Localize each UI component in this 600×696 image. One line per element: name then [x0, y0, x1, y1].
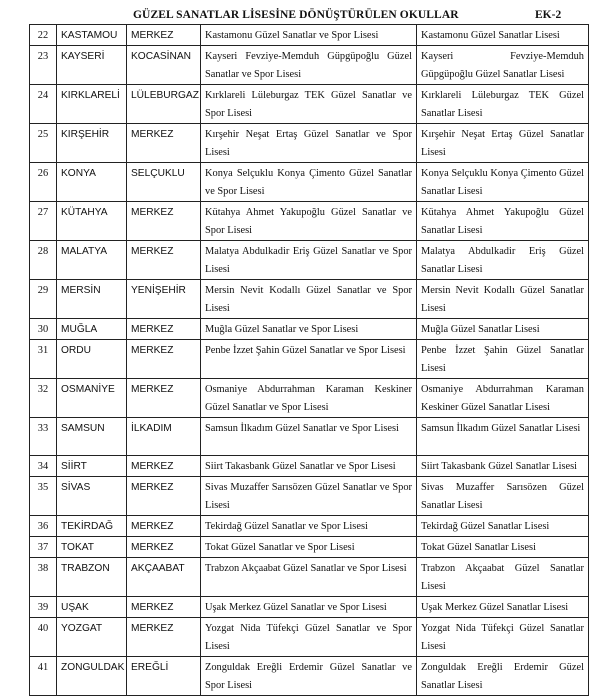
row-number: 29: [30, 280, 57, 319]
new-school-name: Osmaniye Abdurrahman Karaman Keskiner Güzel Sanatlar Lisesi: [417, 379, 589, 418]
district-cell: MERKEZ: [127, 25, 201, 46]
old-school-name: Penbe İzzet Şahin Güzel Sanatlar ve Spor Lisesi: [201, 340, 417, 379]
row-number: 28: [30, 241, 57, 280]
new-school-name: Zonguldak Ereğli Erdemir Güzel Sanatlar Lisesi: [417, 657, 589, 696]
new-school-name: Kırşehir Neşat Ertaş Güzel Sanatlar Lisesi: [417, 124, 589, 163]
table-row: [30, 516, 589, 537]
province-cell: SİİRT: [57, 456, 127, 477]
province-cell: ORDU: [57, 340, 127, 379]
province-cell: TRABZON: [57, 558, 127, 597]
province-cell: UŞAK: [57, 597, 127, 618]
row-number: 26: [30, 163, 57, 202]
district-cell: MERKEZ: [127, 456, 201, 477]
row-number: 41: [30, 657, 57, 696]
table-row: [30, 537, 589, 558]
table-row: [30, 418, 589, 456]
row-number: 23: [30, 46, 57, 85]
new-school-name: Kütahya Ahmet Yakupoğlu Güzel Sanatlar Lisesi: [417, 202, 589, 241]
district-cell: YENİŞEHİR: [127, 280, 201, 319]
old-school-name: Zonguldak Ereğli Erdemir Güzel Sanatlar ve Spor Lisesi: [201, 657, 417, 696]
table-row: [30, 202, 589, 241]
new-school-name: Mersin Nevit Kodallı Güzel Sanatlar Lisesi: [417, 280, 589, 319]
table-row: [30, 241, 589, 280]
table-row: [30, 319, 589, 340]
old-school-name: Kırklareli Lüleburgaz TEK Güzel Sanatlar ve Spor Lisesi: [201, 85, 417, 124]
province-cell: MALATYA: [57, 241, 127, 280]
schools-table-body: [30, 25, 589, 696]
district-cell: MERKEZ: [127, 319, 201, 340]
new-school-name: Muğla Güzel Sanatlar Lisesi: [417, 319, 589, 340]
old-school-name: Siirt Takasbank Güzel Sanatlar ve Spor Lisesi: [201, 456, 417, 477]
province-cell: YOZGAT: [57, 618, 127, 657]
province-cell: TEKİRDAĞ: [57, 516, 127, 537]
old-school-name: Tokat Güzel Sanatlar ve Spor Lisesi: [201, 537, 417, 558]
province-cell: KAYSERİ: [57, 46, 127, 85]
district-cell: İLKADIM: [127, 418, 201, 456]
district-cell: AKÇAABAT: [127, 558, 201, 597]
new-school-name: Penbe İzzet Şahin Güzel Sanatlar Lisesi: [417, 340, 589, 379]
old-school-name: Kırşehir Neşat Ertaş Güzel Sanatlar ve Spor Lisesi: [201, 124, 417, 163]
district-cell: LÜLEBURGAZ: [127, 85, 201, 124]
district-cell: MERKEZ: [127, 537, 201, 558]
province-cell: KIRŞEHİR: [57, 124, 127, 163]
new-school-name: Kastamonu Güzel Sanatlar Lisesi: [417, 25, 589, 46]
district-cell: KOCASİNAN: [127, 46, 201, 85]
new-school-name: Samsun İlkadım Güzel Sanatlar Lisesi: [417, 418, 589, 456]
province-cell: KÜTAHYA: [57, 202, 127, 241]
new-school-name: Trabzon Akçaabat Güzel Sanatlar Lisesi: [417, 558, 589, 597]
new-school-name: Siirt Takasbank Güzel Sanatlar Lisesi: [417, 456, 589, 477]
old-school-name: Kastamonu Güzel Sanatlar ve Spor Lisesi: [201, 25, 417, 46]
table-row: [30, 124, 589, 163]
row-number: 39: [30, 597, 57, 618]
row-number: 30: [30, 319, 57, 340]
row-number: 24: [30, 85, 57, 124]
district-cell: MERKEZ: [127, 477, 201, 516]
old-school-name: Yozgat Nida Tüfekçi Güzel Sanatlar ve Spor Lisesi: [201, 618, 417, 657]
old-school-name: Malatya Abdulkadir Eriş Güzel Sanatlar ve Spor Lisesi: [201, 241, 417, 280]
row-number: 35: [30, 477, 57, 516]
province-cell: MERSİN: [57, 280, 127, 319]
new-school-name: Malatya Abdulkadir Eriş Güzel Sanatlar Lisesi: [417, 241, 589, 280]
province-cell: KONYA: [57, 163, 127, 202]
table-row: [30, 618, 589, 657]
district-cell: MERKEZ: [127, 241, 201, 280]
row-number: 37: [30, 537, 57, 558]
row-number: 31: [30, 340, 57, 379]
province-cell: TOKAT: [57, 537, 127, 558]
old-school-name: Sivas Muzaffer Sarısözen Güzel Sanatlar ve Spor Lisesi: [201, 477, 417, 516]
document-title: GÜZEL SANATLAR LİSESİNE DÖNÜŞTÜRÜLEN OKULLAR: [133, 9, 459, 21]
old-school-name: Kütahya Ahmet Yakupoğlu Güzel Sanatlar ve Spor Lisesi: [201, 202, 417, 241]
schools-table: [29, 24, 589, 696]
district-cell: MERKEZ: [127, 202, 201, 241]
row-number: 33: [30, 418, 57, 456]
old-school-name: Samsun İlkadım Güzel Sanatlar ve Spor Lisesi: [201, 418, 417, 456]
table-row: [30, 280, 589, 319]
row-number: 25: [30, 124, 57, 163]
province-cell: SAMSUN: [57, 418, 127, 456]
row-number: 34: [30, 456, 57, 477]
row-number: 40: [30, 618, 57, 657]
district-cell: MERKEZ: [127, 124, 201, 163]
province-cell: ZONGULDAK: [57, 657, 127, 696]
table-row: [30, 46, 589, 85]
province-cell: KASTAMOU: [57, 25, 127, 46]
row-number: 36: [30, 516, 57, 537]
table-row: [30, 379, 589, 418]
new-school-name: Sivas Muzaffer Sarısözen Güzel Sanatlar Lisesi: [417, 477, 589, 516]
old-school-name: Tekirdağ Güzel Sanatlar ve Spor Lisesi: [201, 516, 417, 537]
district-cell: MERKEZ: [127, 618, 201, 657]
annex-label: EK-2: [535, 9, 562, 21]
table-row: [30, 163, 589, 202]
table-row: [30, 657, 589, 696]
table-row: [30, 456, 589, 477]
old-school-name: Uşak Merkez Güzel Sanatlar ve Spor Lisesi: [201, 597, 417, 618]
old-school-name: Trabzon Akçaabat Güzel Sanatlar ve Spor Lisesi: [201, 558, 417, 597]
table-row: [30, 558, 589, 597]
province-cell: MUĞLA: [57, 319, 127, 340]
row-number: 38: [30, 558, 57, 597]
row-number: 32: [30, 379, 57, 418]
table-row: [30, 85, 589, 124]
province-cell: KIRKLARELİ: [57, 85, 127, 124]
table-row: [30, 340, 589, 379]
district-cell: SELÇUKLU: [127, 163, 201, 202]
district-cell: EREĞLİ: [127, 657, 201, 696]
old-school-name: Mersin Nevit Kodallı Güzel Sanatlar ve Spor Lisesi: [201, 280, 417, 319]
old-school-name: Kayseri Fevziye-Memduh Güpgüpoğlu Güzel Sanatlar ve Spor Lisesi: [201, 46, 417, 85]
province-cell: SİVAS: [57, 477, 127, 516]
new-school-name: Yozgat Nida Tüfekçi Güzel Sanatlar Lisesi: [417, 618, 589, 657]
row-number: 22: [30, 25, 57, 46]
province-cell: OSMANİYE: [57, 379, 127, 418]
district-cell: MERKEZ: [127, 597, 201, 618]
new-school-name: Tekirdağ Güzel Sanatlar Lisesi: [417, 516, 589, 537]
district-cell: MERKEZ: [127, 516, 201, 537]
new-school-name: Tokat Güzel Sanatlar Lisesi: [417, 537, 589, 558]
new-school-name: Uşak Merkez Güzel Sanatlar Lisesi: [417, 597, 589, 618]
new-school-name: Kırklareli Lüleburgaz TEK Güzel Sanatlar Lisesi: [417, 85, 589, 124]
district-cell: MERKEZ: [127, 379, 201, 418]
row-number: 27: [30, 202, 57, 241]
old-school-name: Muğla Güzel Sanatlar ve Spor Lisesi: [201, 319, 417, 340]
table-row: [30, 597, 589, 618]
table-row: [30, 25, 589, 46]
table-row: [30, 477, 589, 516]
new-school-name: Kayseri Fevziye-Memduh Güpgüpoğlu Güzel Sanatlar Lisesi: [417, 46, 589, 85]
district-cell: MERKEZ: [127, 340, 201, 379]
old-school-name: Osmaniye Abdurrahman Karaman Keskiner Güzel Sanatlar ve Spor Lisesi: [201, 379, 417, 418]
new-school-name: Konya Selçuklu Konya Çimento Güzel Sanatlar Lisesi: [417, 163, 589, 202]
old-school-name: Konya Selçuklu Konya Çimento Güzel Sanatlar ve Spor Lisesi: [201, 163, 417, 202]
